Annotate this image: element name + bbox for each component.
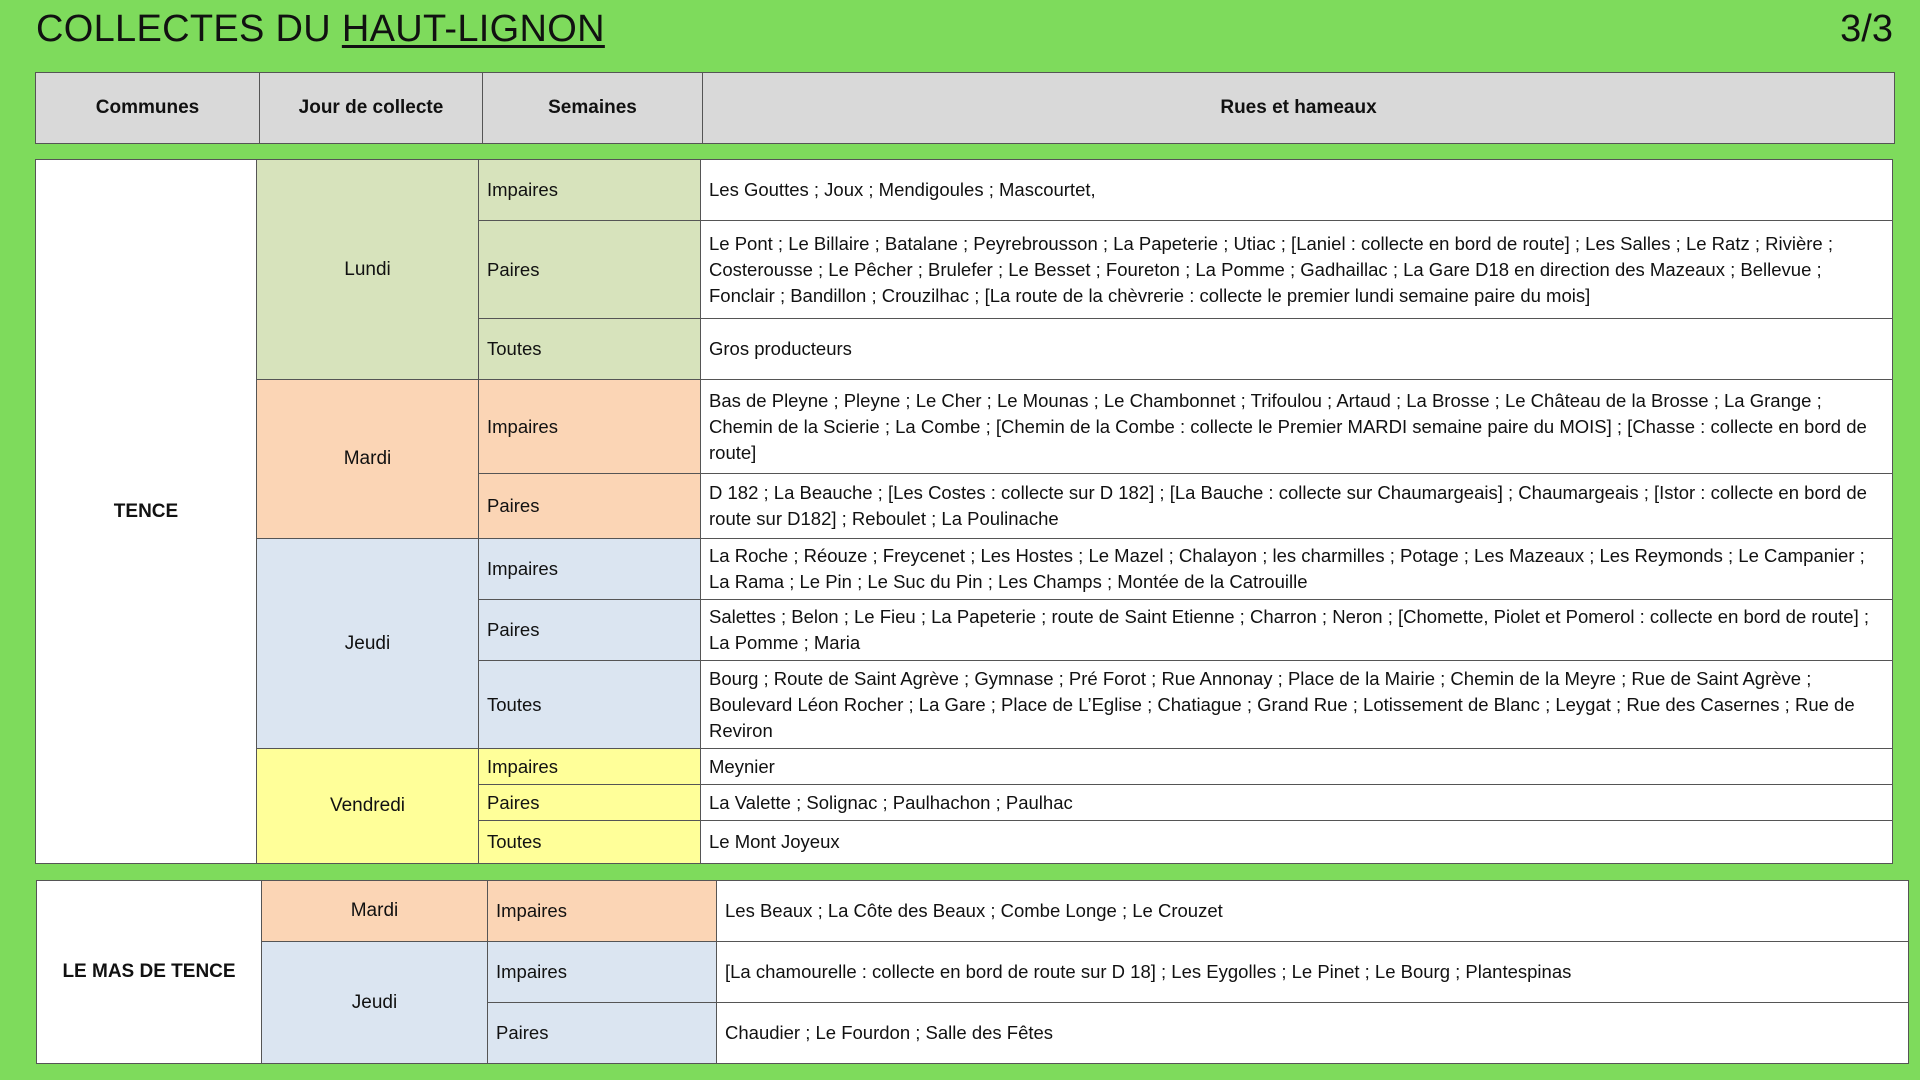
week-cell: Impaires: [479, 749, 701, 785]
tence-table: [35, 159, 1893, 864]
week-cell: Impaires: [479, 539, 701, 600]
streets-cell: Le Pont ; Le Billaire ; Batalane ; Peyrebrousson ; La Papeterie ; Utiac ; [Laniel : collecte en bord de route] ; Les Salles ; Le Ratz ; Rivière ; Costerousse ; Le Pêcher ; Brulefer ; Le Besset ; Foureton ; La Pomme ; Gadhaillac ; La Gare D18 en direction des Mazeaux ; Bellevue ; Fonclair ; Bandillon ; Crouzilhac ; [La route de la chèvrerie : collecte le premier lundi semaine paire du mois]: [701, 221, 1893, 319]
commune-mas-de-tence: LE MAS DE TENCE: [37, 881, 262, 1064]
column-header-row: [36, 73, 1895, 144]
table-row: [36, 160, 1893, 221]
col-rues: Rues et hameaux: [703, 73, 1895, 144]
streets-cell: Les Beaux ; La Côte des Beaux ; Combe Longe ; Le Crouzet: [717, 881, 1909, 942]
week-cell: Paires: [479, 221, 701, 319]
week-cell: Impaires: [488, 942, 717, 1003]
week-cell: Paires: [479, 785, 701, 821]
week-cell: Impaires: [479, 160, 701, 221]
streets-cell: [La chamourelle : collecte en bord de route sur D 18] ; Les Eygolles ; Le Pinet ; Le Bourg ; Plantespinas: [717, 942, 1909, 1003]
streets-cell: Bourg ; Route de Saint Agrève ; Gymnase ; Pré Forot ; Rue Annonay ; Place de la Mairie ; Chemin de la Meyre ; Rue de Saint Agrève ; Boulevard Léon Rocher ; La Gare ; Place de L’Eglise ; Chatiague ; Grand Rue ; Lotissement de Blanc ; Leygat ; Rue des Casernes ; Rue de Reviron: [701, 661, 1893, 749]
table-row: [36, 749, 1893, 785]
week-cell: Paires: [479, 600, 701, 661]
col-communes: Communes: [36, 73, 260, 144]
mas-de-tence-table: [36, 880, 1909, 1064]
week-cell: Paires: [488, 1003, 717, 1064]
streets-cell: Meynier: [701, 749, 1893, 785]
streets-cell: Salettes ; Belon ; Le Fieu ; La Papeterie ; route de Saint Etienne ; Charron ; Neron ; [Chomette, Piolet et Pomerol : collecte en bord de route] ; La Pomme ; Maria: [701, 600, 1893, 661]
table-row: [37, 942, 1909, 1003]
day-mardi: Mardi: [257, 380, 479, 539]
col-semaines: Semaines: [483, 73, 703, 144]
week-cell: Toutes: [479, 821, 701, 864]
week-cell: Impaires: [488, 881, 717, 942]
streets-cell: Bas de Pleyne ; Pleyne ; Le Cher ; Le Mounas ; Le Chambonnet ; Trifoulou ; Artaud ; La Brosse ; Le Château de la Brosse ; La Grange ; Chemin de la Scierie ; La Combe ; [Chemin de la Combe : collecte le Premier MARDI semaine paire du MOIS] ; [Chasse : collecte en bord de route]: [701, 380, 1893, 474]
streets-cell: La Valette ; Solignac ; Paulhachon ; Paulhac: [701, 785, 1893, 821]
streets-cell: Les Gouttes ; Joux ; Mendigoules ; Mascourtet,: [701, 160, 1893, 221]
week-cell: Paires: [479, 474, 701, 539]
week-cell: Impaires: [479, 380, 701, 474]
day-jeudi: Jeudi: [262, 942, 488, 1064]
week-cell: Toutes: [479, 661, 701, 749]
streets-cell: D 182 ; La Beauche ; [Les Costes : collecte sur D 182] ; [La Bauche : collecte sur Chaumargeais] ; Chaumargeais ; [Istor : collecte en bord de route sur D182] ; Reboulet ; La Poulinache: [701, 474, 1893, 539]
col-jour: Jour de collecte: [260, 73, 483, 144]
page-title: [36, 8, 605, 51]
page-number: 3/3: [1840, 8, 1893, 50]
streets-cell: Gros producteurs: [701, 319, 1893, 380]
week-cell: Toutes: [479, 319, 701, 380]
title-prefix: COLLECTES DU: [36, 8, 342, 50]
streets-cell: Le Mont Joyeux: [701, 821, 1893, 864]
day-lundi: Lundi: [257, 160, 479, 380]
title-region: HAUT-LIGNON: [341, 8, 605, 50]
table-row: [36, 380, 1893, 474]
commune-tence: TENCE: [36, 160, 257, 864]
table-row: [36, 539, 1893, 600]
day-mardi: Mardi: [262, 881, 488, 942]
streets-cell: Chaudier ; Le Fourdon ; Salle des Fêtes: [717, 1003, 1909, 1064]
column-header-table: [35, 72, 1895, 144]
streets-cell: La Roche ; Réouze ; Freycenet ; Les Hostes ; Le Mazel ; Chalayon ; les charmilles ; Potage ; Les Mazeaux ; Les Reymonds ; Le Campanier ; La Rama ; Le Pin ; Le Suc du Pin ; Les Champs ; Montée de la Catrouille: [701, 539, 1893, 600]
day-jeudi: Jeudi: [257, 539, 479, 749]
day-vendredi: Vendredi: [257, 749, 479, 864]
table-row: [37, 881, 1909, 942]
